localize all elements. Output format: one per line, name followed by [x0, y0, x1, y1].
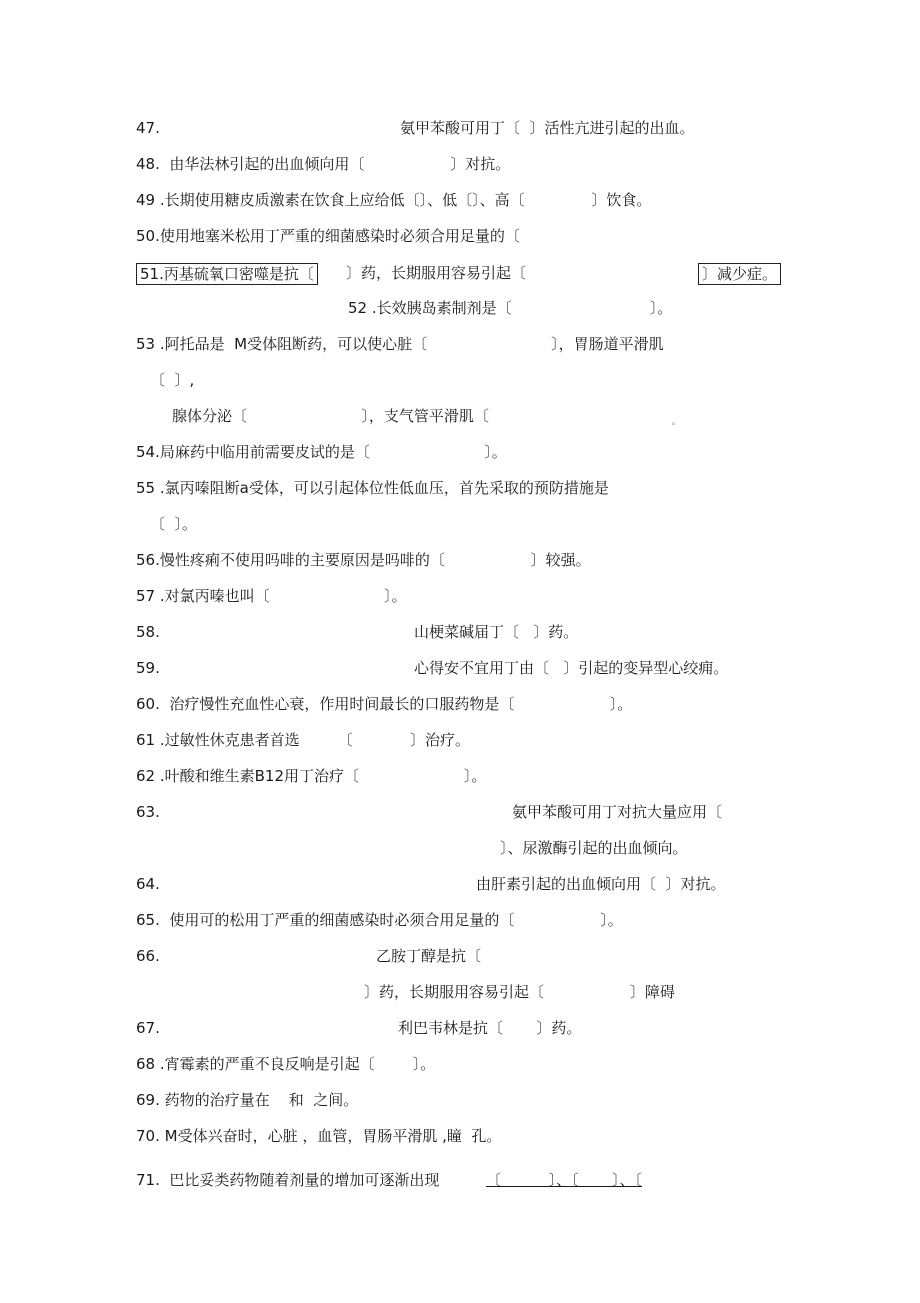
question-text: 〔 〕。 [150, 515, 198, 533]
question-number: 47. [136, 119, 160, 137]
question-text: 〕、尿激酶引起的出血倾向。 [500, 839, 688, 857]
question-number: 67. [136, 1019, 160, 1037]
question-70: 70. M受体兴奋时，心脏 ，血管，胃肠平滑肌 ,瞳 孔。 [136, 1127, 502, 1145]
question-text: 心得安不宜用丁由〔 〕引起的变异型心绞痈。 [414, 659, 729, 677]
question-number: 59. [136, 659, 160, 677]
underlined-blanks: 〔 〕、〔 〕、〔 [486, 1171, 643, 1189]
question-number: 58. [136, 623, 160, 641]
question-number: 63. [136, 803, 160, 821]
question-text: 55 .氯丙嗪阻断a受体，可以引起体位性低血压，首先采取的预防措施是 [136, 479, 609, 497]
question-61: 61 .过敏性休克患者首选 〔 〕治疗。 [136, 731, 470, 749]
stray-mark: 。 [672, 417, 680, 426]
question-text: 乙胺丁醇是抗〔 [376, 947, 482, 965]
question-text: 山梗菜碱届丁〔 〕药。 [414, 623, 579, 641]
question-text: 由肝素引起的出血倾向用〔 〕对抗。 [476, 875, 726, 893]
question-68: 68 .宵霉素的严重不良反响是引起〔 〕。 [136, 1055, 436, 1073]
question-text: 71. 巴比妥类药物随着剂量的增加可逐渐出现 [136, 1171, 440, 1189]
question-text: 氨甲苯酸可用丁对抗大量应用〔 [512, 803, 723, 821]
question-number: 66. [136, 947, 160, 965]
question-text: 〕药，长期服用容易引起〔 〕障碍 [364, 983, 675, 1001]
boxed-question-start: 51.丙基硫氧口密噬是抗〔 [136, 263, 318, 285]
question-62: 62 .叶酸和维生素B12用丁治疗〔 〕。 [136, 767, 487, 785]
question-48: 48. 由华法林引起的出血倾向用〔 〕对抗。 [136, 155, 511, 173]
question-49: 49 .长期使用糖皮质激素在饮食上应给低〔〕、低〔〕、高〔 〕饮食。 [136, 191, 652, 209]
question-65: 65. 使用可的松用丁严重的细菌感染时必须合用足量的〔 〕。 [136, 911, 623, 929]
question-69: 69. 药物的治疗量在 和 之间。 [136, 1091, 359, 1109]
question-text: 腺体分泌〔 〕，支气管平滑肌〔 [172, 407, 489, 425]
question-text: 〕药，长期服用容易引起〔 [346, 264, 527, 282]
question-56: 56.慢性疼痢不使用吗啡的主要原因是吗啡的〔 〕较强。 [136, 551, 591, 569]
question-text: 53 .阿托品是 M受体阻断药，可以使心脏〔 〕，胃肠道平滑肌 [136, 335, 664, 353]
question-text: 氨甲苯酸可用丁〔 〕活性亢进引起的出血。 [400, 119, 695, 137]
question-text: 〔 〕, [150, 371, 195, 389]
question-54: 54.局麻药中临用前需要皮试的是〔 〕。 [136, 443, 507, 461]
question-text: 利巴韦林是抗〔 〕药。 [398, 1019, 582, 1037]
question-50: 50.使用地塞米松用丁严重的细菌感染时必须合用足量的〔 [136, 227, 520, 245]
question-number: 64. [136, 875, 160, 893]
boxed-question-end: 〕减少症。 [698, 263, 781, 285]
question-60: 60. 治疗慢性充血性心衰，作用时间最长的口服药物是〔 〕。 [136, 695, 633, 713]
question-57: 57 .对氯丙嗪也叫〔 〕。 [136, 587, 407, 605]
question-52: 52 .长效胰岛素制剂是〔 〕。 [348, 299, 673, 317]
